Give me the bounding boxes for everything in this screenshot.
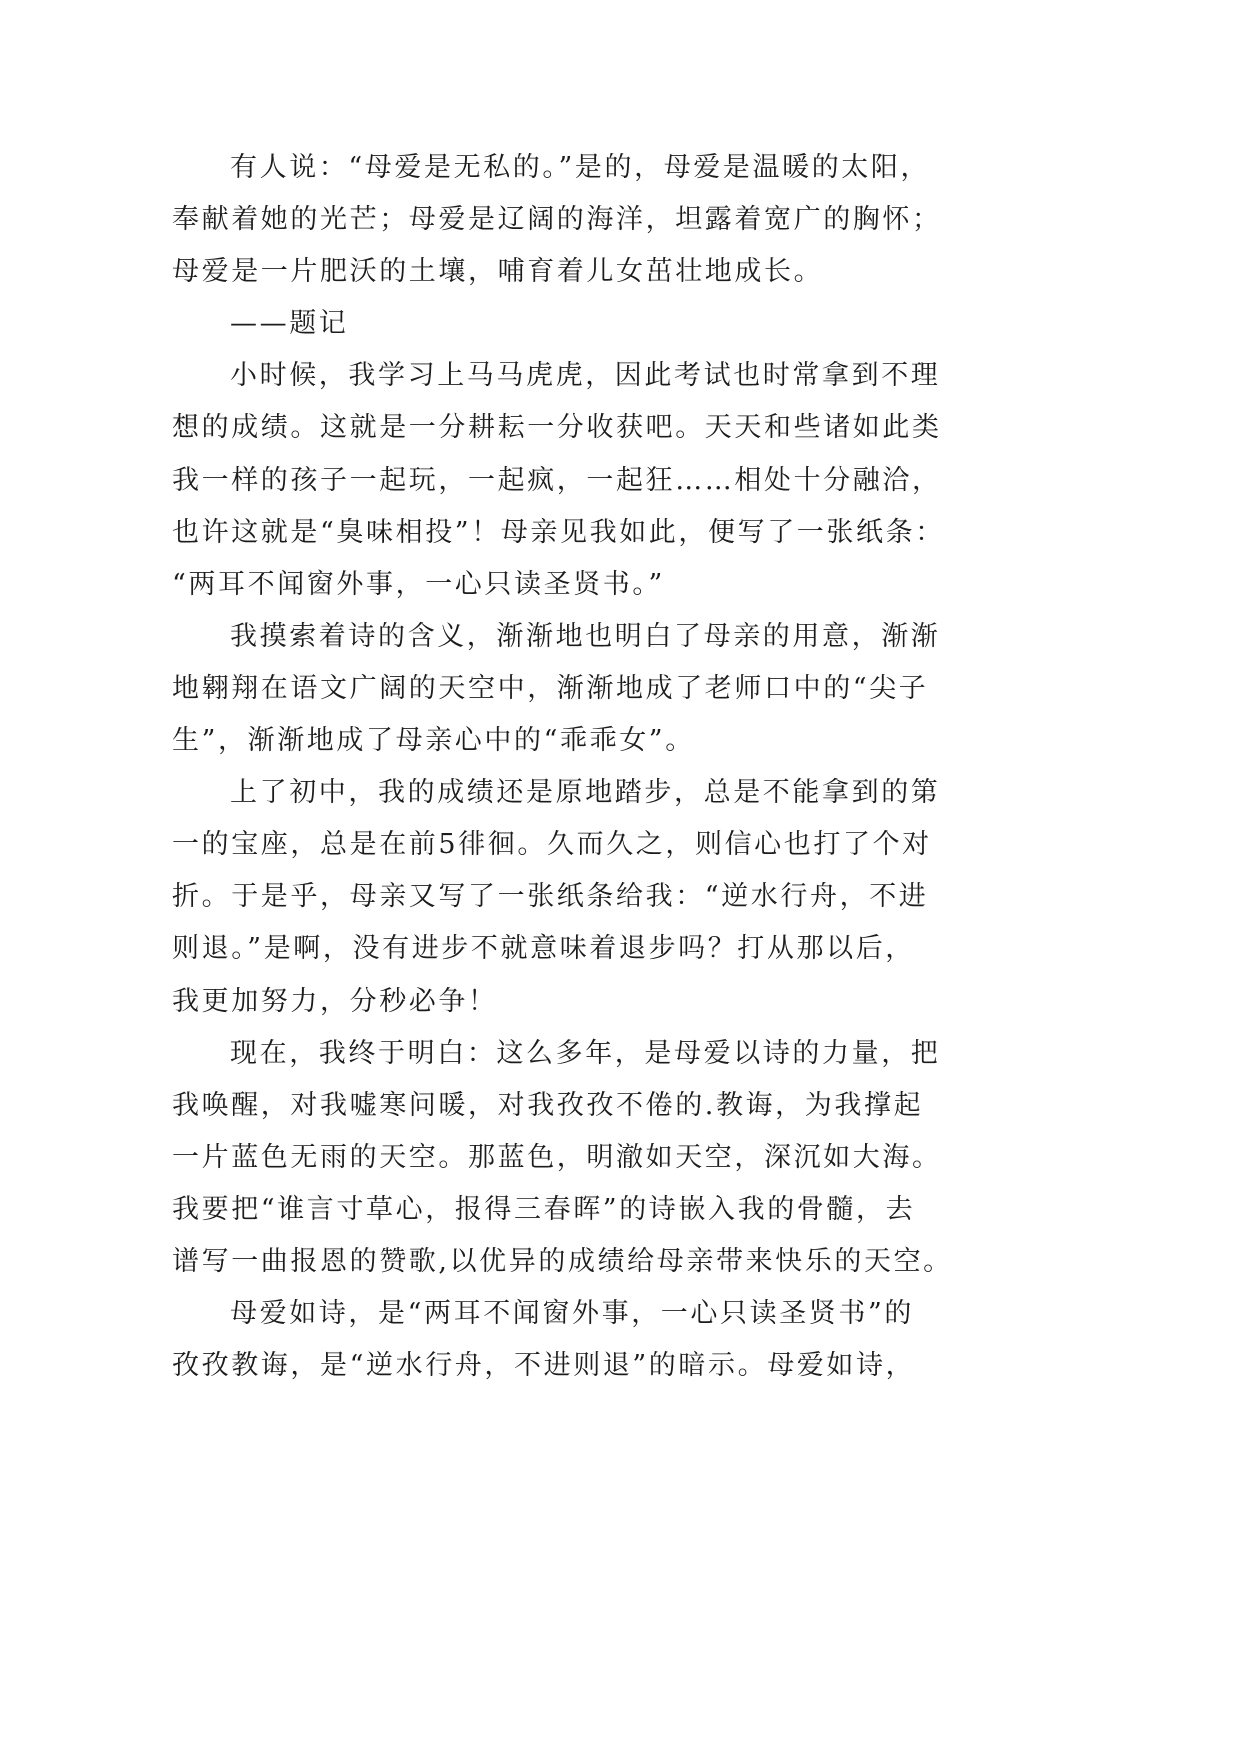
paragraph-line: 现在，我终于明白：这么多年，是母爱以诗的力量，把 xyxy=(230,1037,941,1069)
paragraph-line: “两耳不闻窗外事，一心只读圣贤书。” xyxy=(172,568,665,600)
paragraph-line: 则退。”是啊，没有进步不就意味着退步吗？打从那以后， xyxy=(172,933,915,965)
paragraph-line: 折。于是乎，母亲又写了一张纸条给我：“逆水行舟，不进 xyxy=(172,881,929,913)
paragraph-line: ——题记 xyxy=(230,308,349,340)
body-paragraph xyxy=(172,1288,1072,1392)
paragraph-line: 一的宝座，总是在前5徘徊。久而久之，则信心也打了个对 xyxy=(172,829,932,861)
document-body xyxy=(172,142,1072,1392)
paragraph-line: 想的成绩。这就是一分耕耘一分收获吧。天天和些诸如此类 xyxy=(172,412,942,444)
paragraph-line: 母爱是一片肥沃的土壤，哺育着儿女茁壮地成长。 xyxy=(172,256,824,288)
paragraph-line: 孜孜教诲，是“逆水行舟，不进则退”的暗示。母爱如诗， xyxy=(172,1350,916,1382)
paragraph-line: 小时候，我学习上马马虎虎，因此考试也时常拿到不理 xyxy=(230,360,941,392)
paragraph-line: 地翱翔在语文广阔的天空中，渐渐地成了老师口中的“尖子 xyxy=(172,672,929,704)
paragraph-line: 我更加努力，分秒必争！ xyxy=(172,985,498,1017)
body-paragraph xyxy=(172,767,1072,1027)
paragraph-line: 也许这就是“臭味相投”！母亲见我如此，便写了一张纸条： xyxy=(172,516,945,548)
body-paragraph xyxy=(172,611,1072,767)
paragraph-line: 生”，渐渐地成了母亲心中的“乖乖女”。 xyxy=(172,725,695,757)
paragraph-line: 有人说：“母爱是无私的。”是的，母爱是温暖的太阳， xyxy=(230,152,931,183)
paragraph-line: 我一样的孩子一起玩，一起疯，一起狂……相处十分融洽， xyxy=(172,464,942,496)
body-paragraph xyxy=(172,350,1072,610)
paragraph-line: 谱写一曲报恩的赞歌,以优异的成绩给母亲带来快乐的天空。 xyxy=(172,1245,953,1277)
paragraph-line: 我唤醒，对我嘘寒问暖，对我孜孜不倦的.教诲，为我撑起 xyxy=(172,1089,924,1121)
body-paragraph xyxy=(172,1028,1072,1288)
epigraph-paragraph xyxy=(172,142,1072,298)
paragraph-line: 我摸索着诗的含义，渐渐地也明白了母亲的用意，渐渐 xyxy=(230,620,941,652)
epigraph-attribution xyxy=(172,298,1072,350)
paragraph-line: 上了初中，我的成绩还是原地踏步，总是不能拿到的第 xyxy=(230,777,941,809)
paragraph-line: 奉献着她的光芒；母爱是辽阔的海洋，坦露着宽广的胸怀； xyxy=(172,204,942,236)
paragraph-line: 一片蓝色无雨的天空。那蓝色，明澈如天空，深沉如大海。 xyxy=(172,1141,942,1173)
paragraph-line: 我要把“谁言寸草心，报得三春晖”的诗嵌入我的骨髓，去 xyxy=(172,1193,916,1225)
paragraph-line: 母爱如诗，是“两耳不闻窗外事，一心只读圣贤书”的 xyxy=(230,1298,915,1330)
